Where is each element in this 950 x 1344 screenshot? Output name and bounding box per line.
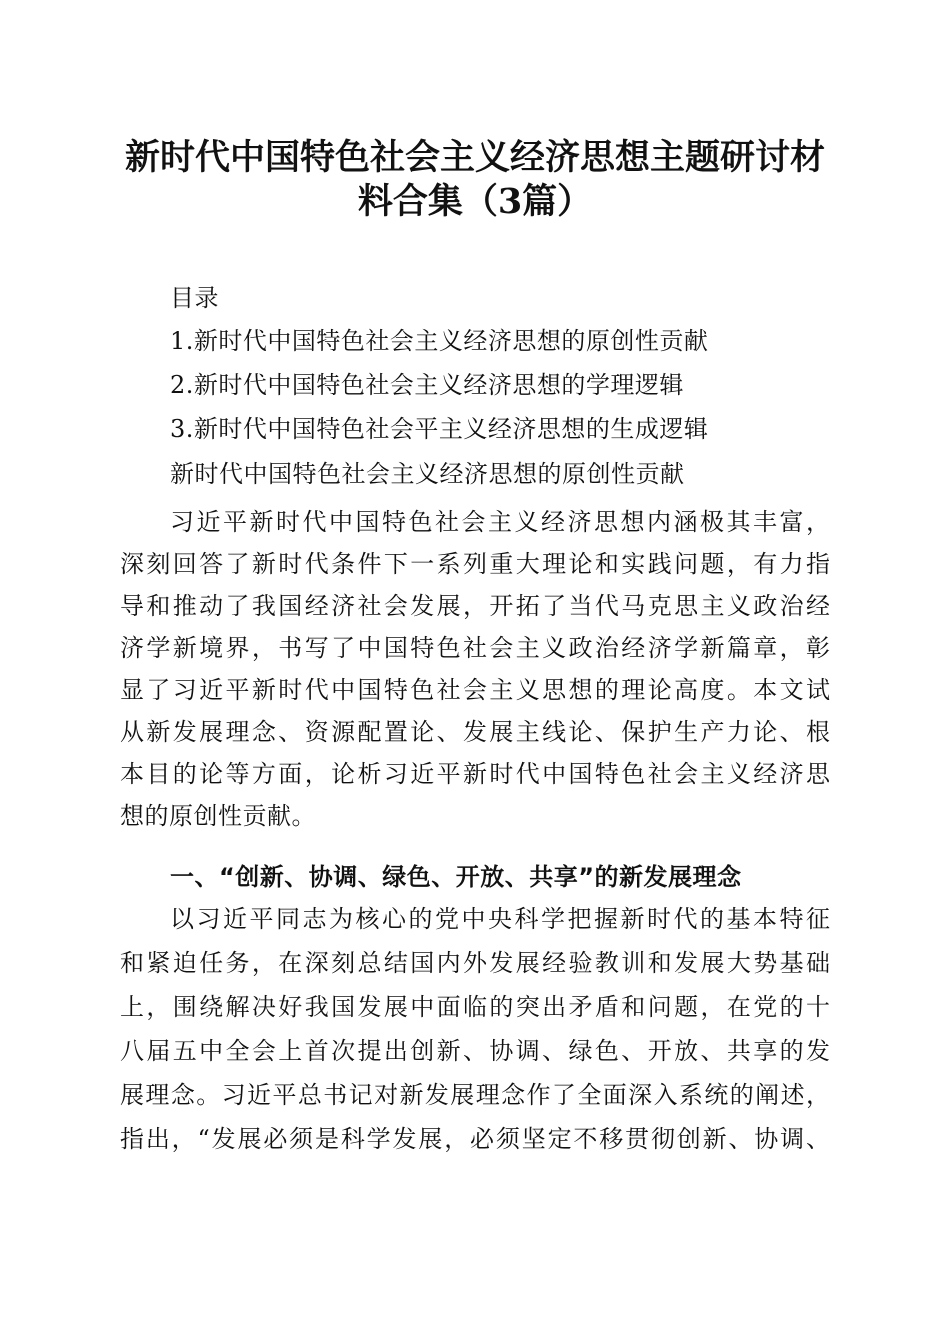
paragraph-line: 导和推动了我国经济社会发展，开拓了当代马克思主义政治经 xyxy=(120,592,830,620)
paragraph-line: 深刻回答了新时代条件下一系列重大理论和实践问题，有力指 xyxy=(120,550,830,578)
document-title-line-1: 新时代中国特色社会主义经济思想主题研讨材 xyxy=(124,137,825,178)
toc-item: 3.新时代中国特色社会平主义经济思想的生成逻辑 xyxy=(170,415,709,443)
article-title: 新时代中国特色社会主义经济思想的原创性贡献 xyxy=(170,460,685,488)
document-title-line-2: 料合集（3篇） xyxy=(357,181,593,222)
paragraph-line: 习近平新时代中国特色社会主义经济思想内涵极其丰富， xyxy=(170,508,830,536)
paragraph-line: 济学新境界，书写了中国特色社会主义政治经济学新篇章，彰 xyxy=(120,634,830,662)
paragraph-line: 和紧迫任务，在深刻总结国内外发展经验教训和发展大势基础 xyxy=(120,949,830,977)
toc-label: 目录 xyxy=(170,284,219,312)
paragraph-line: 想的原创性贡献。 xyxy=(120,802,316,830)
toc-item: 2.新时代中国特色社会主义经济思想的学理逻辑 xyxy=(170,371,684,399)
paragraph-line: 以习近平同志为核心的党中央科学把握新时代的基本特征 xyxy=(170,905,830,933)
paragraph-line: 八届五中全会上首次提出创新、协调、绿色、开放、共享的发 xyxy=(120,1037,830,1065)
paragraph-line: 指出，“发展必须是科学发展，必须坚定不移贯彻创新、协调、 xyxy=(120,1125,830,1153)
paragraph-line: 从新发展理念、资源配置论、发展主线论、保护生产力论、根 xyxy=(120,718,830,746)
paragraph-line: 显了习近平新时代中国特色社会主义思想的理论高度。本文试 xyxy=(120,676,830,704)
toc-item: 1.新时代中国特色社会主义经济思想的原创性贡献 xyxy=(170,327,709,355)
paragraph-line: 上，围绕解决好我国发展中面临的突出矛盾和问题，在党的十 xyxy=(120,993,830,1021)
section-heading: 一、“创新、协调、绿色、开放、共享”的新发展理念 xyxy=(170,863,742,891)
paragraph-line: 展理念。习近平总书记对新发展理念作了全面深入系统的阐述， xyxy=(120,1081,830,1109)
paragraph-line: 本目的论等方面，论析习近平新时代中国特色社会主义经济思 xyxy=(120,760,830,788)
